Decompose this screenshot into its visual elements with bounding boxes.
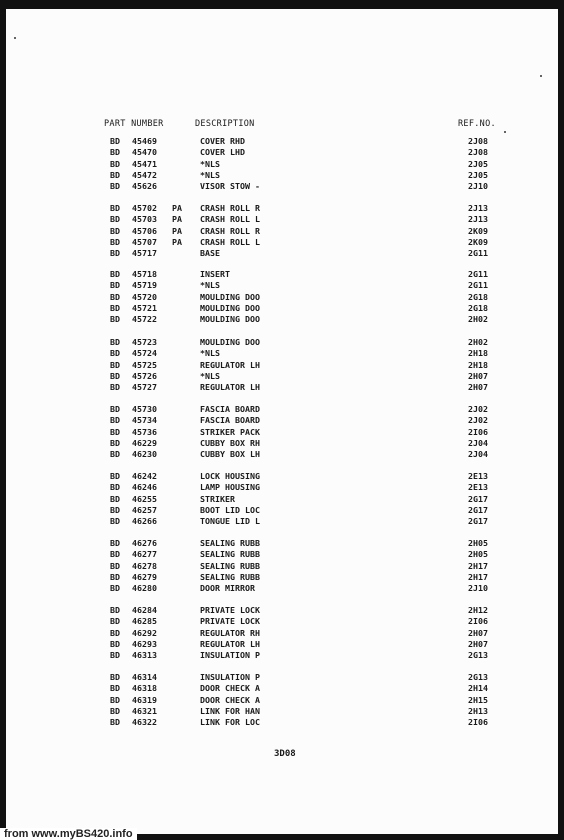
table-row <box>6 226 558 237</box>
table-row <box>6 471 558 482</box>
part-number: 46229 <box>132 437 157 448</box>
part-description: FASCIA BOARD <box>200 404 260 414</box>
part-number: 46313 <box>132 650 157 660</box>
part-number: 46242 <box>132 471 157 481</box>
table-row <box>6 683 558 694</box>
part-number: 45724 <box>132 348 157 359</box>
part-prefix: BD <box>110 248 120 258</box>
ref-number: 2J08 <box>468 136 488 146</box>
part-suffix: PA <box>172 214 182 225</box>
table-row <box>6 159 558 170</box>
part-number: 46292 <box>132 627 157 638</box>
part-description: COVER LHD <box>200 147 245 158</box>
column-header-description: DESCRIPTION <box>195 119 255 129</box>
part-number: 45703 <box>132 214 157 225</box>
table-row <box>6 706 558 717</box>
column-header-part-number: PART NUMBER <box>104 119 164 129</box>
table-row <box>6 449 558 460</box>
part-number: 46246 <box>132 482 157 493</box>
part-description: INSERT <box>200 269 230 279</box>
part-number: 46319 <box>132 694 157 705</box>
page-code: 3D08 <box>274 749 296 759</box>
part-prefix: BD <box>110 269 120 279</box>
part-number: 45472 <box>132 169 157 180</box>
ref-number: 2H12 <box>468 605 488 615</box>
table-row <box>6 382 558 393</box>
ref-number: 2H18 <box>468 348 488 359</box>
part-prefix: BD <box>110 627 120 638</box>
part-number: 45721 <box>132 302 157 313</box>
table-row <box>6 639 558 650</box>
part-description: CUBBY BOX LH <box>200 449 260 459</box>
table-row <box>6 616 558 627</box>
ref-number: 2H05 <box>468 549 488 560</box>
part-prefix: BD <box>110 181 120 191</box>
ref-number: 2K09 <box>468 236 488 247</box>
part-prefix: BD <box>110 683 120 694</box>
ref-number: 2H07 <box>468 382 488 392</box>
ref-number: 2H14 <box>468 683 488 694</box>
ref-number: 2G17 <box>468 493 488 504</box>
ref-number: 2J04 <box>468 437 488 448</box>
table-row <box>6 505 558 516</box>
part-description: CUBBY BOX RH <box>200 437 260 448</box>
part-description: INSULATION P <box>200 672 260 682</box>
ref-number: 2J02 <box>468 404 488 414</box>
part-number: 45470 <box>132 147 157 158</box>
table-row <box>6 572 558 583</box>
ref-number: 2I06 <box>468 717 488 727</box>
part-number: 45471 <box>132 158 157 169</box>
part-prefix: BD <box>110 302 120 313</box>
part-description: CRASH ROLL L <box>200 214 260 225</box>
part-prefix: BD <box>110 560 120 571</box>
ref-number: 2J10 <box>468 181 488 191</box>
part-description: SEALING RUBB <box>200 538 260 548</box>
part-suffix: PA <box>172 236 182 247</box>
ref-number: 2E13 <box>468 471 488 481</box>
part-number: 45726 <box>132 370 157 381</box>
part-number: 46255 <box>132 493 157 504</box>
ref-number: 2J04 <box>468 449 488 459</box>
table-row <box>6 303 558 314</box>
part-number: 46277 <box>132 549 157 560</box>
part-description: LINK FOR LOC <box>200 717 260 727</box>
part-prefix: BD <box>110 616 120 627</box>
part-prefix: BD <box>110 348 120 359</box>
table-row <box>6 337 558 348</box>
part-description: LOCK HOUSING <box>200 471 260 481</box>
ref-number: 2J05 <box>468 158 488 169</box>
part-number: 46278 <box>132 560 157 571</box>
part-description: INSULATION P <box>200 650 260 660</box>
part-number: 45736 <box>132 426 157 437</box>
table-row <box>6 438 558 449</box>
table-row <box>6 181 558 192</box>
part-description: SEALING RUBB <box>200 571 260 582</box>
table-row <box>6 371 558 382</box>
ref-number: 2H15 <box>468 694 488 705</box>
part-suffix: PA <box>172 225 182 236</box>
table-row <box>6 314 558 325</box>
ref-number: 2G11 <box>468 248 488 258</box>
table-row <box>6 650 558 661</box>
part-description: CRASH ROLL L <box>200 236 260 247</box>
part-number: 45727 <box>132 382 157 392</box>
part-prefix: BD <box>110 650 120 660</box>
ref-number: 2J05 <box>468 169 488 180</box>
part-prefix: BD <box>110 236 120 247</box>
part-number: 45730 <box>132 404 157 414</box>
part-prefix: BD <box>110 415 120 426</box>
table-row <box>6 348 558 359</box>
ref-number: 2H05 <box>468 538 488 548</box>
scan-speck <box>540 75 542 77</box>
part-description: LINK FOR HAN <box>200 705 260 716</box>
table-row <box>6 214 558 225</box>
part-prefix: BD <box>110 314 120 324</box>
part-number: 45706 <box>132 225 157 236</box>
part-prefix: BD <box>110 605 120 615</box>
part-number: 46293 <box>132 638 157 649</box>
part-number: 46266 <box>132 516 157 526</box>
part-prefix: BD <box>110 705 120 716</box>
ref-number: 2H02 <box>468 314 488 324</box>
ref-number: 2G13 <box>468 672 488 682</box>
part-prefix: BD <box>110 471 120 481</box>
ref-number: 2J08 <box>468 147 488 158</box>
table-row <box>6 494 558 505</box>
part-suffix: PA <box>172 203 182 213</box>
part-description: BASE <box>200 248 220 258</box>
part-description: DOOR CHECK A <box>200 694 260 705</box>
part-number: 45719 <box>132 280 157 291</box>
part-prefix: BD <box>110 337 120 347</box>
part-number: 45702 <box>132 203 157 213</box>
part-description: MOULDING DOO <box>200 314 260 324</box>
table-row <box>6 360 558 371</box>
part-description: CRASH ROLL R <box>200 203 260 213</box>
ref-number: 2H07 <box>468 370 488 381</box>
part-number: 46279 <box>132 571 157 582</box>
part-description: *NLS <box>200 169 220 180</box>
table-row <box>6 628 558 639</box>
part-description: LAMP HOUSING <box>200 482 260 493</box>
ref-number: 2H13 <box>468 705 488 716</box>
table-row <box>6 404 558 415</box>
part-description: *NLS <box>200 370 220 381</box>
table-row <box>6 605 558 616</box>
part-number: 45469 <box>132 136 157 146</box>
table-row <box>6 292 558 303</box>
part-description: MOULDING DOO <box>200 302 260 313</box>
table-row <box>6 147 558 158</box>
table-row <box>6 280 558 291</box>
part-number: 45734 <box>132 415 157 426</box>
part-prefix: BD <box>110 382 120 392</box>
part-prefix: BD <box>110 583 120 593</box>
scan-speck <box>14 37 16 39</box>
scan-speck <box>504 131 506 133</box>
table-row <box>6 203 558 214</box>
part-number: 45720 <box>132 291 157 302</box>
part-prefix: BD <box>110 516 120 526</box>
part-description: SEALING RUBB <box>200 549 260 560</box>
part-number: 45717 <box>132 248 157 258</box>
part-prefix: BD <box>110 203 120 213</box>
part-prefix: BD <box>110 359 120 370</box>
part-number: 46321 <box>132 705 157 716</box>
ref-number: 2E13 <box>468 482 488 493</box>
part-prefix: BD <box>110 426 120 437</box>
part-prefix: BD <box>110 136 120 146</box>
part-number: 46257 <box>132 504 157 515</box>
table-row <box>6 170 558 181</box>
part-prefix: BD <box>110 493 120 504</box>
table-row <box>6 561 558 572</box>
parts-list-page <box>6 9 558 834</box>
ref-number: 2H07 <box>468 638 488 649</box>
part-number: 45626 <box>132 181 157 191</box>
ref-number: 2G11 <box>468 280 488 291</box>
part-description: PRIVATE LOCK <box>200 605 260 615</box>
part-number: 46284 <box>132 605 157 615</box>
part-number: 45723 <box>132 337 157 347</box>
part-description: STRIKER <box>200 493 235 504</box>
part-prefix: BD <box>110 571 120 582</box>
part-prefix: BD <box>110 370 120 381</box>
ref-number: 2G18 <box>468 302 488 313</box>
table-row <box>6 583 558 594</box>
part-description: VISOR STOW - <box>200 181 260 191</box>
ref-number: 2H18 <box>468 359 488 370</box>
part-number: 46322 <box>132 717 157 727</box>
part-prefix: BD <box>110 638 120 649</box>
column-header-ref-no: REF.NO. <box>458 119 496 129</box>
part-description: COVER RHD <box>200 136 245 146</box>
ref-number: 2I06 <box>468 616 488 627</box>
table-row <box>6 269 558 280</box>
part-prefix: BD <box>110 280 120 291</box>
part-number: 46314 <box>132 672 157 682</box>
part-number: 45718 <box>132 269 157 279</box>
part-prefix: BD <box>110 504 120 515</box>
part-description: *NLS <box>200 348 220 359</box>
part-number: 45707 <box>132 236 157 247</box>
part-description: FASCIA BOARD <box>200 415 260 426</box>
part-number: 46280 <box>132 583 157 593</box>
part-prefix: BD <box>110 482 120 493</box>
ref-number: 2H17 <box>468 571 488 582</box>
part-description: REGULATOR LH <box>200 638 260 649</box>
ref-number: 2J13 <box>468 214 488 225</box>
part-number: 45725 <box>132 359 157 370</box>
part-description: *NLS <box>200 158 220 169</box>
part-prefix: BD <box>110 291 120 302</box>
table-row <box>6 516 558 527</box>
part-prefix: BD <box>110 549 120 560</box>
part-prefix: BD <box>110 147 120 158</box>
ref-number: 2K09 <box>468 225 488 236</box>
part-prefix: BD <box>110 158 120 169</box>
ref-number: 2J02 <box>468 415 488 426</box>
ref-number: 2H17 <box>468 560 488 571</box>
part-prefix: BD <box>110 538 120 548</box>
ref-number: 2J13 <box>468 203 488 213</box>
part-prefix: BD <box>110 717 120 727</box>
table-row <box>6 237 558 248</box>
part-number: 46318 <box>132 683 157 694</box>
table-row <box>6 248 558 259</box>
ref-number: 2J10 <box>468 583 488 593</box>
table-row <box>6 672 558 683</box>
table-row <box>6 549 558 560</box>
part-prefix: BD <box>110 169 120 180</box>
part-prefix: BD <box>110 404 120 414</box>
table-row <box>6 482 558 493</box>
table-row <box>6 136 558 147</box>
part-prefix: BD <box>110 449 120 459</box>
table-row <box>6 427 558 438</box>
part-description: DOOR MIRROR <box>200 583 255 593</box>
part-prefix: BD <box>110 694 120 705</box>
part-description: SEALING RUBB <box>200 560 260 571</box>
ref-number: 2G11 <box>468 269 488 279</box>
part-description: BOOT LID LOC <box>200 504 260 515</box>
part-number: 46230 <box>132 449 157 459</box>
part-description: REGULATOR LH <box>200 359 260 370</box>
part-description: PRIVATE LOCK <box>200 616 260 627</box>
part-prefix: BD <box>110 437 120 448</box>
ref-number: 2G17 <box>468 504 488 515</box>
part-description: REGULATOR RH <box>200 627 260 638</box>
table-row <box>6 695 558 706</box>
part-number: 46285 <box>132 616 157 627</box>
part-description: DOOR CHECK A <box>200 683 260 694</box>
ref-number: 2G18 <box>468 291 488 302</box>
part-description: TONGUE LID L <box>200 516 260 526</box>
ref-number: 2H07 <box>468 627 488 638</box>
source-watermark: from www.myBS420.info <box>0 828 137 840</box>
table-row <box>6 538 558 549</box>
part-description: STRIKER PACK <box>200 426 260 437</box>
ref-number: 2I06 <box>468 426 488 437</box>
table-row <box>6 415 558 426</box>
part-description: MOULDING DOO <box>200 291 260 302</box>
part-prefix: BD <box>110 672 120 682</box>
table-row <box>6 717 558 728</box>
ref-number: 2H02 <box>468 337 488 347</box>
part-description: CRASH ROLL R <box>200 225 260 236</box>
part-prefix: BD <box>110 214 120 225</box>
ref-number: 2G13 <box>468 650 488 660</box>
part-description: MOULDING DOO <box>200 337 260 347</box>
part-number: 45722 <box>132 314 157 324</box>
part-description: REGULATOR LH <box>200 382 260 392</box>
ref-number: 2G17 <box>468 516 488 526</box>
part-description: *NLS <box>200 280 220 291</box>
part-number: 46276 <box>132 538 157 548</box>
part-prefix: BD <box>110 225 120 236</box>
